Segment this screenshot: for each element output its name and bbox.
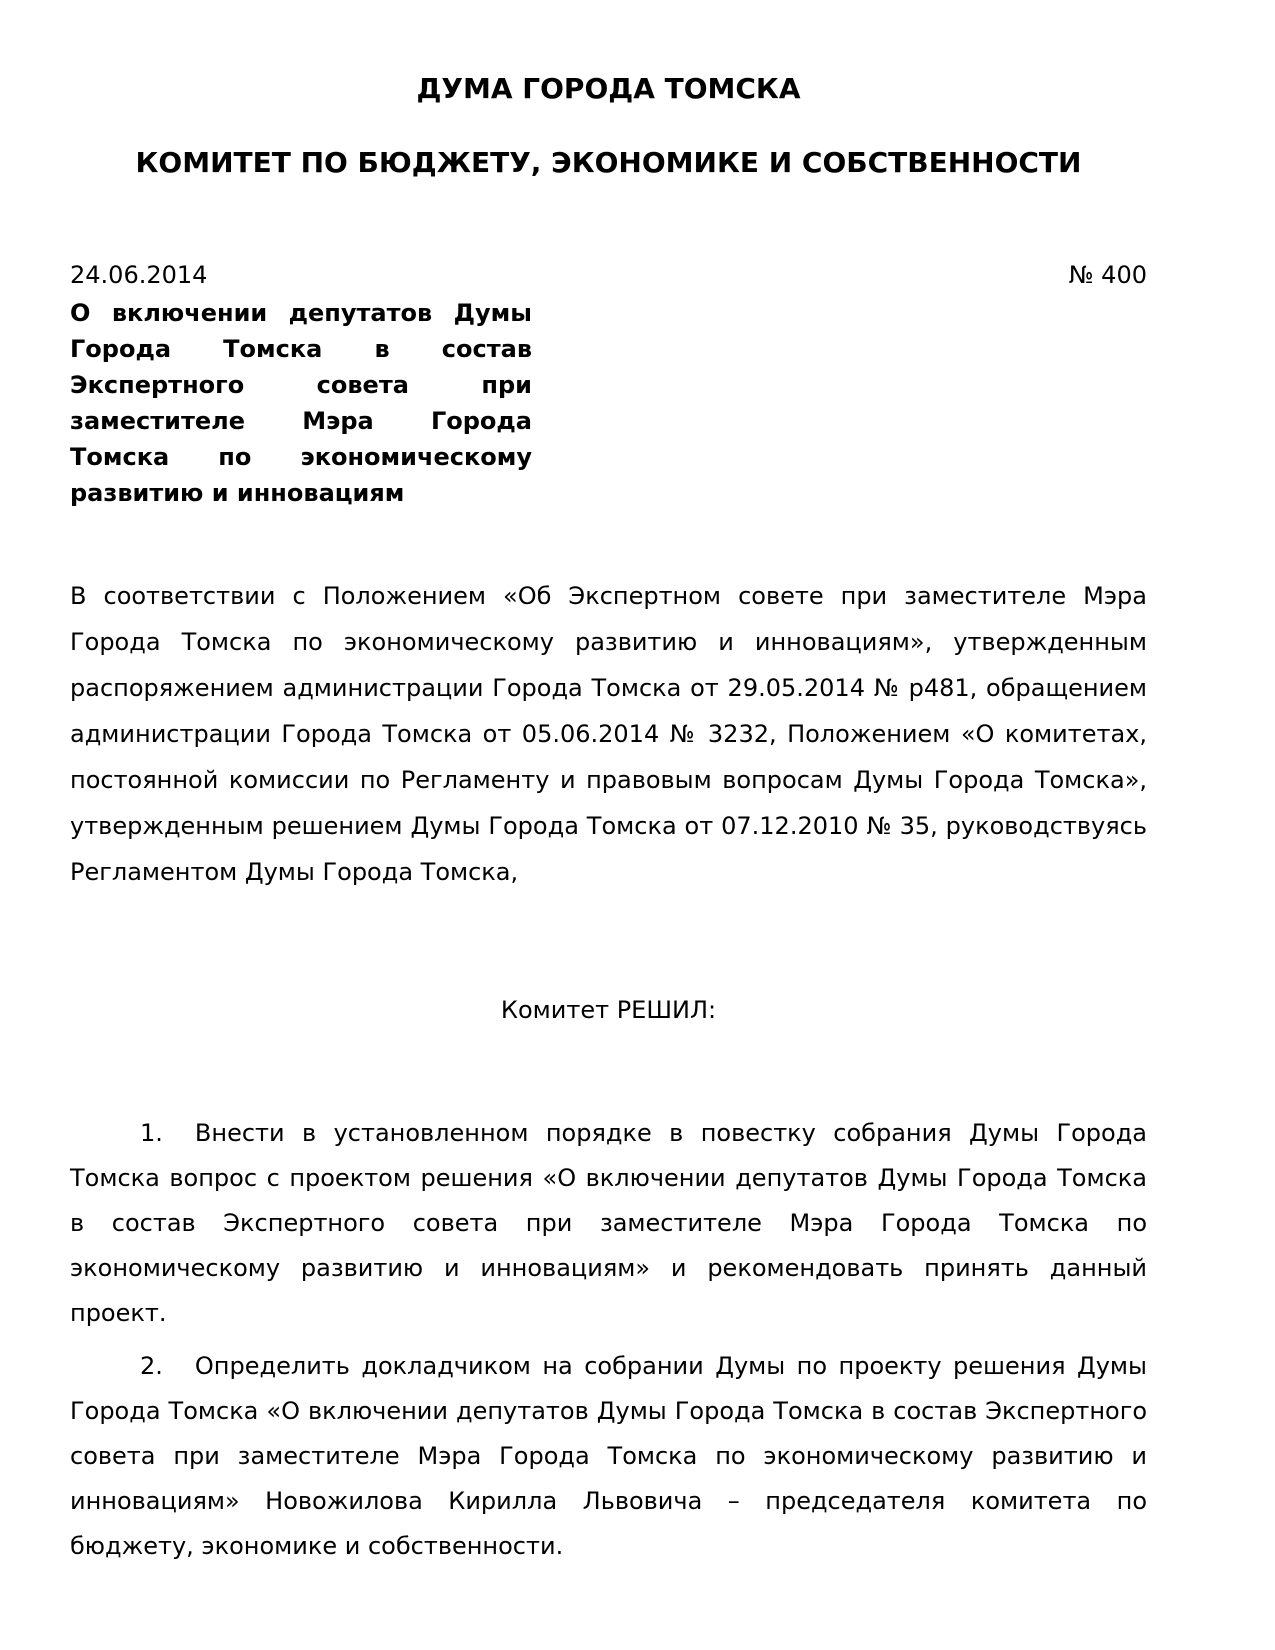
- resolution-item-1-number: 1.: [140, 1119, 163, 1148]
- resolution-item-2-number: 2.: [140, 1352, 163, 1381]
- document-subject: О включении депутатов Думы Города Томска в состав Экспертного совета при заместителе Мэра Города Томска по экономическому развитию и инновациям: [70, 299, 532, 508]
- resolution-item-1: [70, 1111, 1147, 1336]
- document-date: 24.06.2014: [70, 261, 208, 290]
- resolution-item-1-text: Внести в установленном порядке в повестку собрания Думы Города Томска вопрос с проектом решения «О включении депутатов Думы Города Томска в состав Экспертного совета при заместителе Мэра Города Томска по экономическому развитию и инновациям» и рекомендовать принять данный проект.: [70, 1119, 1147, 1328]
- document-meta-row: [70, 259, 1147, 291]
- document-number: № 400: [1068, 261, 1147, 290]
- committee-title: КОМИТЕТ ПО БЮДЖЕТУ, ЭКОНОМИКЕ И СОБСТВЕННОСТИ: [135, 145, 1082, 179]
- document-preamble: В соответствии с Положением «Об Экспертном совете при заместителе Мэра Города Томска по экономическому развитию и инновациям», утвержденным распоряжением администрации Города Томска от 29.05.2014 № р481, обращением администрации Города Томска от 05.06.2014 № 3232, Положением «О комитетах, постоянной комиссии по Регламенту и правовым вопросам Думы Города Томска», утвержденным решением Думы Города Томска от 07.12.2010 № 35, руководствуясь Регламентом Думы Города Томска,: [70, 582, 1147, 887]
- resolution-heading: Комитет РЕШИЛ:: [500, 996, 717, 1025]
- org-title: ДУМА ГОРОДА ТОМСКА: [416, 72, 801, 105]
- resolution-item-2: [70, 1344, 1147, 1569]
- resolution-item-2-text: Определить докладчиком на собрании Думы по проекту решения Думы Города Томска «О включении депутатов Думы Города Томска в состав Экспертного совета при заместителе Мэра Города Томска по экономическому развитию и инновациям» Новожилова Кирилла Львовича – председателя комитета по бюджету, экономике и собственности.: [70, 1352, 1147, 1561]
